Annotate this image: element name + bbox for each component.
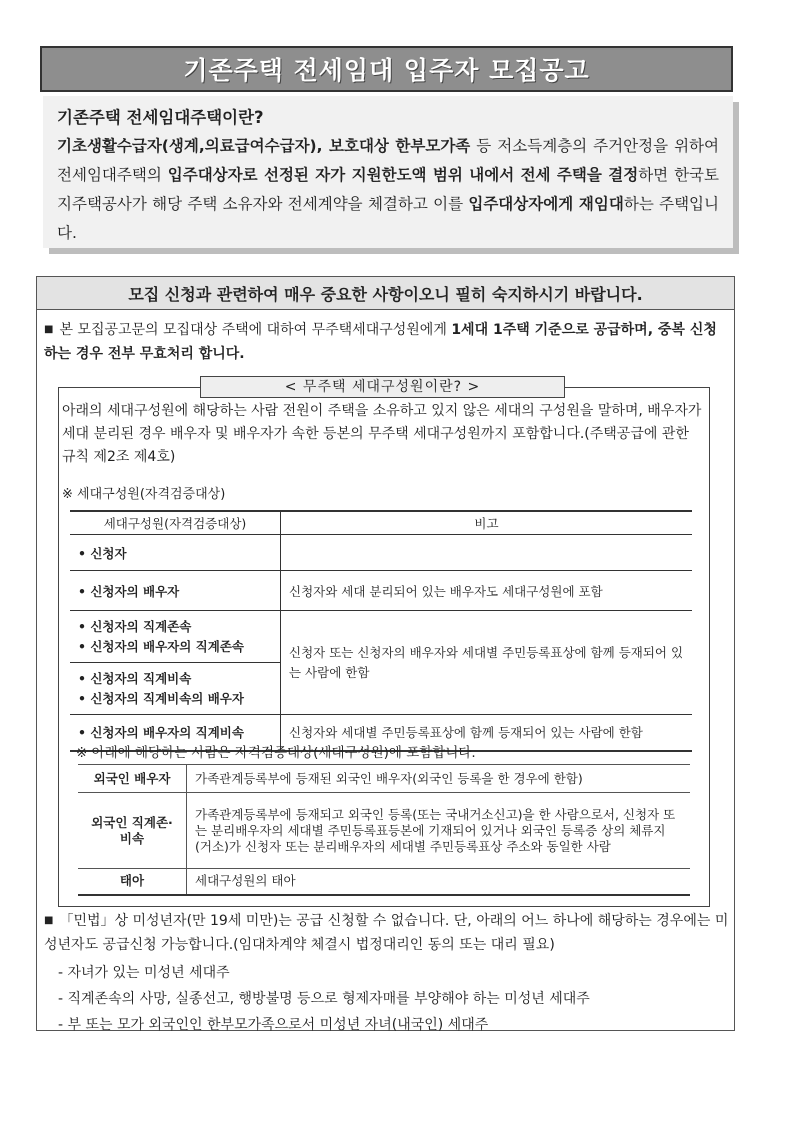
member-name: 신청자의 배우자의 직계비속 — [90, 725, 244, 741]
bullet-duplicate-notice — [44, 318, 729, 366]
member-name: 신청자 — [90, 545, 127, 561]
member-name: 신청자의 배우자의 직계존속 — [90, 638, 244, 654]
notice-header: 모집 신청과 관련하여 매우 중요한 사항이오니 필히 숙지하시기 바랍니다. — [37, 277, 734, 310]
intro-part: 기초생활수급자(생계,의료급여수급자), 보호대상 한부모가족 — [57, 137, 471, 155]
table-row: • 신청자의 배우자 신청자와 세대 분리되어 있는 배우자도 세대구성원에 포함 — [70, 571, 692, 611]
members-subheading: ※ 세대구성원(자격검증대상) — [62, 487, 226, 502]
table-row: • 신청자 — [70, 535, 692, 571]
square-bullet-icon: ■ — [44, 324, 54, 335]
member-name: 신청자의 직계존속 — [90, 618, 192, 634]
table-row — [78, 793, 690, 869]
box-title: < 무주택 세대구성원이란? > — [200, 376, 565, 398]
intro-body — [57, 132, 719, 248]
table-row: • 신청자의 직계비속 • 신청자의 직계비속의 배우자 — [70, 663, 692, 715]
table-row: • 신청자의 배우자의 직계비속 신청자와 세대별 주민등록표상에 함께 등재되어 있는 사람에 한함 — [70, 715, 692, 751]
box-description: 아래의 세대구성원에 해당하는 사람 전원이 주택을 소유하고 있지 않은 세대의 구성원을 말하며, 배우자가 세대 분리된 경우 배우자 및 배우자가 속한 등본의 무주택 세대구성원까지 포함합니다.(주택공급에 관한 규칙 제2조 제4호) — [62, 403, 702, 465]
row-text: 가족관계등록부에 등재된 외국인 배우자(외국인 등록을 한 경우에 한함) — [187, 765, 691, 793]
column-header: 세대구성원(자격검증대상) — [70, 511, 281, 535]
remark: 신청자와 세대 분리되어 있는 배우자도 세대구성원에 포함 — [281, 571, 693, 611]
list-item: - 부 또는 모가 외국인인 한부모가족으로서 미성년 자녀(내국인) 세대주 — [58, 1017, 489, 1033]
remark — [281, 535, 693, 571]
row-label: 태아 — [78, 869, 187, 895]
title-banner — [40, 46, 733, 92]
row-text: 세대구성원의 태아 — [187, 869, 691, 895]
members-table — [70, 510, 692, 752]
table-row — [78, 869, 690, 895]
list-item: - 자녀가 있는 미성년 세대주 — [58, 965, 230, 981]
intro-part: 입주대상자로 선정된 자가 지원한도액 범위 내에서 전세 주택을 결정 — [167, 166, 639, 184]
bullet-text-bold: 1세대 1주택 기준으로 공급하며, 중복 신청하는 경우 전부 무효처리 합니다. — [44, 322, 717, 362]
page-title: 기존주택 전세임대 입주자 모집공고 — [183, 56, 590, 85]
remark: 신청자와 세대별 주민등록표상에 함께 등재되어 있는 사람에 한함 — [281, 715, 693, 751]
column-header: 비고 — [281, 511, 693, 535]
intro-part: 하는 주택입니다. — [57, 195, 719, 242]
intro-part: 입주대상자에게 재임대 — [468, 195, 624, 213]
intro-part: 등 저소득계층의 주거안정을 위하여 전세임대주택의 — [57, 137, 719, 184]
table-row: • 신청자의 직계존속 • 신청자의 배우자의 직계존속 신청자 또는 신청자의 배우자와 세대별 주민등록표상에 함께 등재되어 있는 사람에 한함 — [70, 611, 692, 663]
member-name: 신청자의 직계비속 — [90, 670, 192, 686]
bullet-text: 「민법」상 미성년자(만 19세 미만)는 공급 신청할 수 없습니다. 단, 아래의 어느 하나에 해당하는 경우에는 미성년자도 공급신청 가능합니다.(임대차계약 체결시 법정대리인 동의 또는 대리 필요) — [44, 913, 729, 953]
square-bullet-icon: ■ — [44, 915, 54, 926]
row-text: 가족관계등록부에 등재되고 외국인 등록(또는 국내거소신고)을 한 사람으로서, 신청자 또는 분리배우자의 세대별 주민등록표등본에 기재되어 있거나 외국인 등록증 상의 체류지(거소)가 신청자 또는 분리배우자의 세대별 주민등록표상 주소와 동일한 사람 — [187, 793, 691, 869]
bullet-minor-notice — [44, 909, 729, 957]
member-name: 신청자의 배우자 — [90, 583, 180, 599]
row-label: 외국인 직계존·비속 — [78, 793, 187, 869]
remark: 신청자 또는 신청자의 배우자와 세대별 주민등록표상에 함께 등재되어 있는 사람에 한함 — [281, 611, 693, 715]
inclusion-note: ※ 아래에 해당하는 사람은 자격검증대상(세대구성원)에 포함합니다. — [76, 745, 476, 761]
extra-members-table — [78, 764, 690, 896]
intro-heading: 기존주택 전세임대주택이란? — [57, 108, 264, 127]
table-row — [78, 765, 690, 793]
intro-part: 하면 한국토지주택공사가 해당 주택 소유자와 전세계약을 체결하고 이를 — [57, 166, 719, 213]
row-label: 외국인 배우자 — [78, 765, 187, 793]
list-item: - 직계존속의 사망, 실종선고, 행방불명 등으로 형제자매를 부양해야 하는 미성년 세대주 — [58, 991, 590, 1007]
member-name: 신청자의 직계비속의 배우자 — [90, 690, 244, 706]
table-header-row — [70, 511, 692, 535]
intro-box — [43, 96, 733, 248]
bullet-text: 본 모집공고문의 모집대상 주택에 대하여 무주택세대구성원에게 — [59, 322, 452, 338]
